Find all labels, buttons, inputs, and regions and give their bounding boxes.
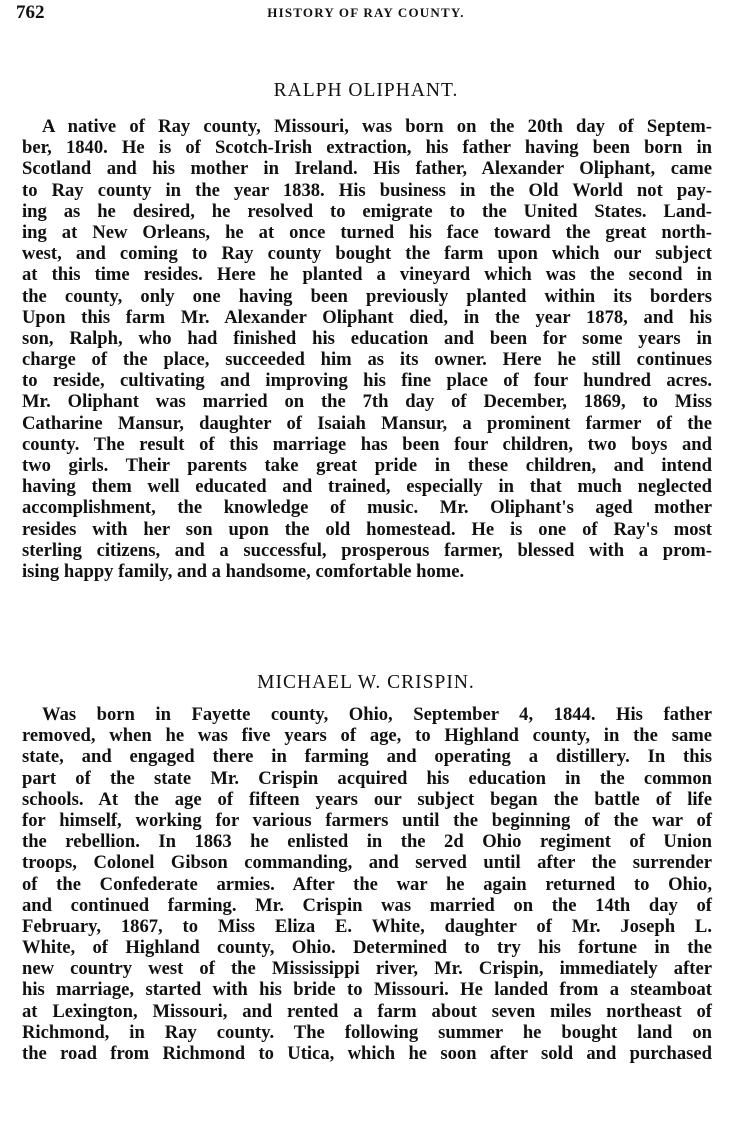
text-line: charge of the place, succeeded him as its owner. Here he still continues <box>22 349 712 371</box>
text-line: Richmond, in Ray county. The following summer he bought land on <box>22 1021 712 1043</box>
text-line: his marriage, started with his bride to Missouri. He landed from a steamboat <box>22 979 712 1001</box>
text-line: February, 1867, to Miss Eliza E. White, daughter of Mr. Joseph L. <box>22 915 712 937</box>
text-line: the road from Richmond to Utica, which he soon after sold and purchased <box>22 1043 712 1064</box>
running-title: HISTORY OF RAY COUNTY. <box>267 5 465 20</box>
text-line: part of the state Mr. Crispin acquired his education in the common <box>22 767 712 789</box>
biography-ralph-oliphant <box>22 116 712 582</box>
text-line: new country west of the Mississippi river, Mr. Crispin, immediately after <box>22 958 712 980</box>
text-line: to Ray county in the year 1838. His business in the Old World not pay- <box>22 179 712 201</box>
text-line: at Lexington, Missouri, and rented a farm about seven miles northeast of <box>22 1000 712 1022</box>
running-head <box>0 2 732 26</box>
text-line: schools. At the age of fifteen years our subject began the battle of life <box>22 788 712 810</box>
text-line: ising happy family, and a handsome, comfortable home. <box>22 560 465 582</box>
page-number: 762 <box>16 2 45 23</box>
text-line: two girls. Their parents take great pride in these children, and intend <box>22 455 712 476</box>
text-line: removed, when he was five years of age, to Highland county, in the same <box>22 725 712 747</box>
text-line: Scotland and his mother in Ireland. His father, Alexander Oliphant, came <box>22 158 712 180</box>
text-line: ing at New Orleans, he at once turned his face toward the great north- <box>22 221 712 243</box>
text-line: sterling citizens, and a successful, prosperous farmer, blessed with a prom- <box>22 539 712 561</box>
text-line: ber, 1840. He is of Scotch-Irish extraction, his father having been born in <box>22 137 712 159</box>
text-line: ing as he desired, he resolved to emigrate to the United States. Land- <box>22 200 712 222</box>
text-line: for himself, working for various farmers until the beginning of the war of <box>22 809 712 831</box>
biography-michael-crispin <box>22 704 712 1064</box>
text-line: and continued farming. Mr. Crispin was married on the 14th day of <box>22 894 712 916</box>
text-line: having them well educated and trained, especially in that much neglected <box>22 476 712 498</box>
text-line: of the Confederate armies. After the war he again returned to Ohio, <box>22 873 712 895</box>
text-line: A native of Ray county, Missouri, was born on the 20th day of Septem- <box>42 116 712 137</box>
text-line: west, and coming to Ray county bought the farm upon which our subject <box>22 243 712 265</box>
text-line: troops, Colonel Gibson commanding, and served until after the surrender <box>22 852 712 874</box>
text-line: son, Ralph, who had finished his education and been for some years in <box>22 327 712 349</box>
text-line: White, of Highland county, Ohio. Determined to try his fortune in the <box>22 937 712 959</box>
section-heading-ralph-oliphant: RALPH OLIPHANT. <box>273 80 459 101</box>
text-line: at this time resides. Here he planted a vineyard which was the second in <box>22 264 712 286</box>
text-line: the rebellion. In 1863 he enlisted in the 2d Ohio regiment of Union <box>22 831 712 853</box>
text-line: accomplishment, the knowledge of music. Mr. Oliphant's aged mother <box>22 497 712 519</box>
text-line: to reside, cultivating and improving his fine place of four hundred acres. <box>22 370 712 392</box>
text-line: Upon this farm Mr. Alexander Oliphant died, in the year 1878, and his <box>22 306 712 328</box>
text-line: the county, only one having been previously planted within its borders <box>22 285 712 307</box>
text-line: Was born in Fayette county, Ohio, September 4, 1844. His father <box>42 704 712 725</box>
text-line: county. The result of this marriage has been four children, two boys and <box>22 433 712 455</box>
section-heading-michael-crispin: MICHAEL W. CRISPIN. <box>257 672 475 693</box>
text-line: Mr. Oliphant was married on the 7th day of December, 1869, to Miss <box>22 391 712 413</box>
text-line: state, and engaged there in farming and operating a distillery. In this <box>22 746 712 768</box>
text-line: resides with her son upon the old homestead. He is one of Ray's most <box>22 518 712 540</box>
text-line: Catharine Mansur, daughter of Isaiah Mansur, a prominent farmer of the <box>22 412 712 434</box>
